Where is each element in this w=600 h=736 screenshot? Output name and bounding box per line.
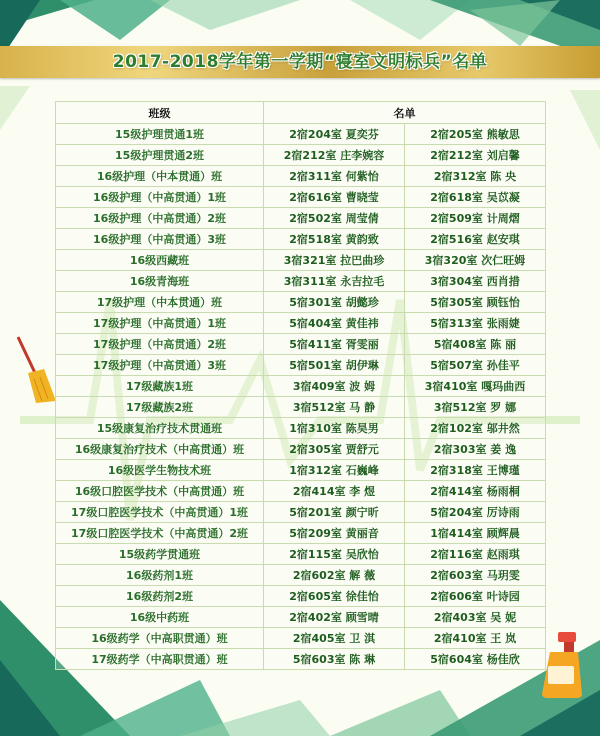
table-row bbox=[56, 418, 546, 439]
table-row bbox=[56, 439, 546, 460]
dorm-entry-2: 2宿509室 计周熠 bbox=[405, 208, 546, 229]
dorm-entry-1: 2宿518室 黄韵致 bbox=[264, 229, 405, 250]
dorm-entry-2: 5宿408室 陈 丽 bbox=[405, 334, 546, 355]
dorm-entry-2: 3宿320室 次仁旺姆 bbox=[405, 250, 546, 271]
table-row bbox=[56, 334, 546, 355]
class-cell: 17级护理（中本贯通）班 bbox=[56, 292, 264, 313]
table-row bbox=[56, 145, 546, 166]
class-cell: 15级护理贯通1班 bbox=[56, 124, 264, 145]
dorm-entry-1: 5宿209室 黄丽音 bbox=[264, 523, 405, 544]
class-cell: 16级医学生物技术班 bbox=[56, 460, 264, 481]
table-row bbox=[56, 166, 546, 187]
class-cell: 16级护理（中本贯通）班 bbox=[56, 166, 264, 187]
dorm-entry-2: 5宿313室 张雨婕 bbox=[405, 313, 546, 334]
dorm-entry-1: 2宿616室 曹晓莹 bbox=[264, 187, 405, 208]
table-row bbox=[56, 271, 546, 292]
table-row bbox=[56, 523, 546, 544]
class-cell: 17级护理（中高贯通）2班 bbox=[56, 334, 264, 355]
dorm-entry-2: 2宿606室 叶诗园 bbox=[405, 586, 546, 607]
class-cell: 17级护理（中高贯通）3班 bbox=[56, 355, 264, 376]
dorm-entry-1: 5宿201室 颜宁昕 bbox=[264, 502, 405, 523]
class-cell: 16级药学（中高职贯通）班 bbox=[56, 628, 264, 649]
dorm-entry-2: 2宿205室 熊敏思 bbox=[405, 124, 546, 145]
dorm-entry-1: 5宿603室 陈 琳 bbox=[264, 649, 405, 670]
table-row bbox=[56, 460, 546, 481]
dorm-entry-1: 1宿312室 石巍峰 bbox=[264, 460, 405, 481]
dorm-entry-1: 3宿311室 永吉拉毛 bbox=[264, 271, 405, 292]
header-class: 班级 bbox=[56, 102, 264, 124]
class-cell: 17级藏族2班 bbox=[56, 397, 264, 418]
table-row bbox=[56, 607, 546, 628]
class-cell: 16级药剂2班 bbox=[56, 586, 264, 607]
table-row bbox=[56, 208, 546, 229]
dorm-entry-1: 2宿115室 吴欣怡 bbox=[264, 544, 405, 565]
class-cell: 15级康复治疗技术贯通班 bbox=[56, 418, 264, 439]
dorm-entry-2: 2宿516室 赵安琪 bbox=[405, 229, 546, 250]
header-names: 名单 bbox=[264, 102, 546, 124]
dorm-entry-1: 2宿405室 卫 淇 bbox=[264, 628, 405, 649]
dorm-entry-1: 2宿602室 解 薇 bbox=[264, 565, 405, 586]
table-row bbox=[56, 187, 546, 208]
class-cell: 16级康复治疗技术（中高贯通）班 bbox=[56, 439, 264, 460]
class-cell: 17级藏族1班 bbox=[56, 376, 264, 397]
dorm-entry-2: 3宿304室 西肖措 bbox=[405, 271, 546, 292]
dorm-entry-1: 2宿502室 周莹倩 bbox=[264, 208, 405, 229]
dorm-entry-2: 2宿102室 邬井然 bbox=[405, 418, 546, 439]
class-cell: 17级药学（中高职贯通）班 bbox=[56, 649, 264, 670]
dorm-entry-1: 5宿301室 胡懿珍 bbox=[264, 292, 405, 313]
dorm-entry-1: 2宿311室 何紫怡 bbox=[264, 166, 405, 187]
dorm-entry-2: 1宿414室 顾辉晨 bbox=[405, 523, 546, 544]
dorm-entry-1: 5宿501室 胡伊琳 bbox=[264, 355, 405, 376]
dorm-entry-1: 2宿305室 贾舒元 bbox=[264, 439, 405, 460]
table-row bbox=[56, 397, 546, 418]
dorm-entry-2: 2宿303室 姜 逸 bbox=[405, 439, 546, 460]
table-row bbox=[56, 250, 546, 271]
class-cell: 15级护理贯通2班 bbox=[56, 145, 264, 166]
table-row bbox=[56, 355, 546, 376]
class-cell: 16级中药班 bbox=[56, 607, 264, 628]
table-header-row bbox=[56, 102, 546, 124]
dorm-entry-2: 2宿312室 陈 央 bbox=[405, 166, 546, 187]
class-cell: 16级口腔医学技术（中高贯通）班 bbox=[56, 481, 264, 502]
class-cell: 16级护理（中高贯通）2班 bbox=[56, 208, 264, 229]
dorm-entry-2: 2宿318室 王博瑾 bbox=[405, 460, 546, 481]
dorm-entry-2: 2宿403室 吴 妮 bbox=[405, 607, 546, 628]
dorm-entry-1: 3宿409室 波 姆 bbox=[264, 376, 405, 397]
class-cell: 16级药剂1班 bbox=[56, 565, 264, 586]
dorm-entry-1: 3宿321室 拉巴曲珍 bbox=[264, 250, 405, 271]
dorm-entry-1: 5宿411室 胥雯丽 bbox=[264, 334, 405, 355]
dorm-entry-2: 5宿507室 孙佳平 bbox=[405, 355, 546, 376]
class-cell: 16级青海班 bbox=[56, 271, 264, 292]
broom-icon bbox=[14, 335, 58, 405]
table-row bbox=[56, 586, 546, 607]
table-row bbox=[56, 313, 546, 334]
table-row bbox=[56, 502, 546, 523]
class-cell: 15级药学贯通班 bbox=[56, 544, 264, 565]
dorm-entry-2: 3宿512室 罗 娜 bbox=[405, 397, 546, 418]
dorm-entry-1: 2宿204室 夏奕芬 bbox=[264, 124, 405, 145]
roster-table bbox=[55, 101, 546, 670]
class-cell: 16级护理（中高贯通）3班 bbox=[56, 229, 264, 250]
dorm-entry-2: 2宿116室 赵雨琪 bbox=[405, 544, 546, 565]
dorm-entry-2: 5宿204室 厉诗雨 bbox=[405, 502, 546, 523]
dorm-entry-2: 5宿305室 顾钰怡 bbox=[405, 292, 546, 313]
table-row bbox=[56, 292, 546, 313]
class-cell: 16级西藏班 bbox=[56, 250, 264, 271]
class-cell: 17级口腔医学技术（中高贯通）1班 bbox=[56, 502, 264, 523]
dorm-entry-1: 3宿512室 马 静 bbox=[264, 397, 405, 418]
dorm-entry-2: 2宿410室 王 岚 bbox=[405, 628, 546, 649]
dorm-entry-2: 2宿414室 杨雨桐 bbox=[405, 481, 546, 502]
dorm-entry-2: 3宿410室 嘎玛曲西 bbox=[405, 376, 546, 397]
dorm-entry-2: 2宿618室 吴苡凝 bbox=[405, 187, 546, 208]
dorm-entry-1: 5宿404室 黄佳祎 bbox=[264, 313, 405, 334]
table-row bbox=[56, 376, 546, 397]
page-title: 2017-2018学年第一学期“寝室文明标兵”名单 bbox=[112, 52, 488, 72]
table-body bbox=[56, 124, 546, 670]
class-cell: 16级护理（中高贯通）1班 bbox=[56, 187, 264, 208]
class-cell: 17级口腔医学技术（中高贯通）2班 bbox=[56, 523, 264, 544]
dorm-entry-2: 5宿604室 杨佳欣 bbox=[405, 649, 546, 670]
dorm-entry-1: 2宿414室 李 煜 bbox=[264, 481, 405, 502]
dorm-entry-1: 1宿310室 陈昊男 bbox=[264, 418, 405, 439]
table-row bbox=[56, 124, 546, 145]
table-row bbox=[56, 628, 546, 649]
dorm-entry-2: 2宿212室 刘启馨 bbox=[405, 145, 546, 166]
table-row bbox=[56, 229, 546, 250]
dorm-entry-1: 2宿212室 庄李婉容 bbox=[264, 145, 405, 166]
table-row bbox=[56, 481, 546, 502]
table-row bbox=[56, 649, 546, 670]
dorm-entry-2: 2宿603室 马玥雯 bbox=[405, 565, 546, 586]
dorm-entry-1: 2宿402室 顾雪晴 bbox=[264, 607, 405, 628]
class-cell: 17级护理（中高贯通）1班 bbox=[56, 313, 264, 334]
table-row bbox=[56, 565, 546, 586]
dorm-entry-1: 2宿605室 徐佳怡 bbox=[264, 586, 405, 607]
table-row bbox=[56, 544, 546, 565]
